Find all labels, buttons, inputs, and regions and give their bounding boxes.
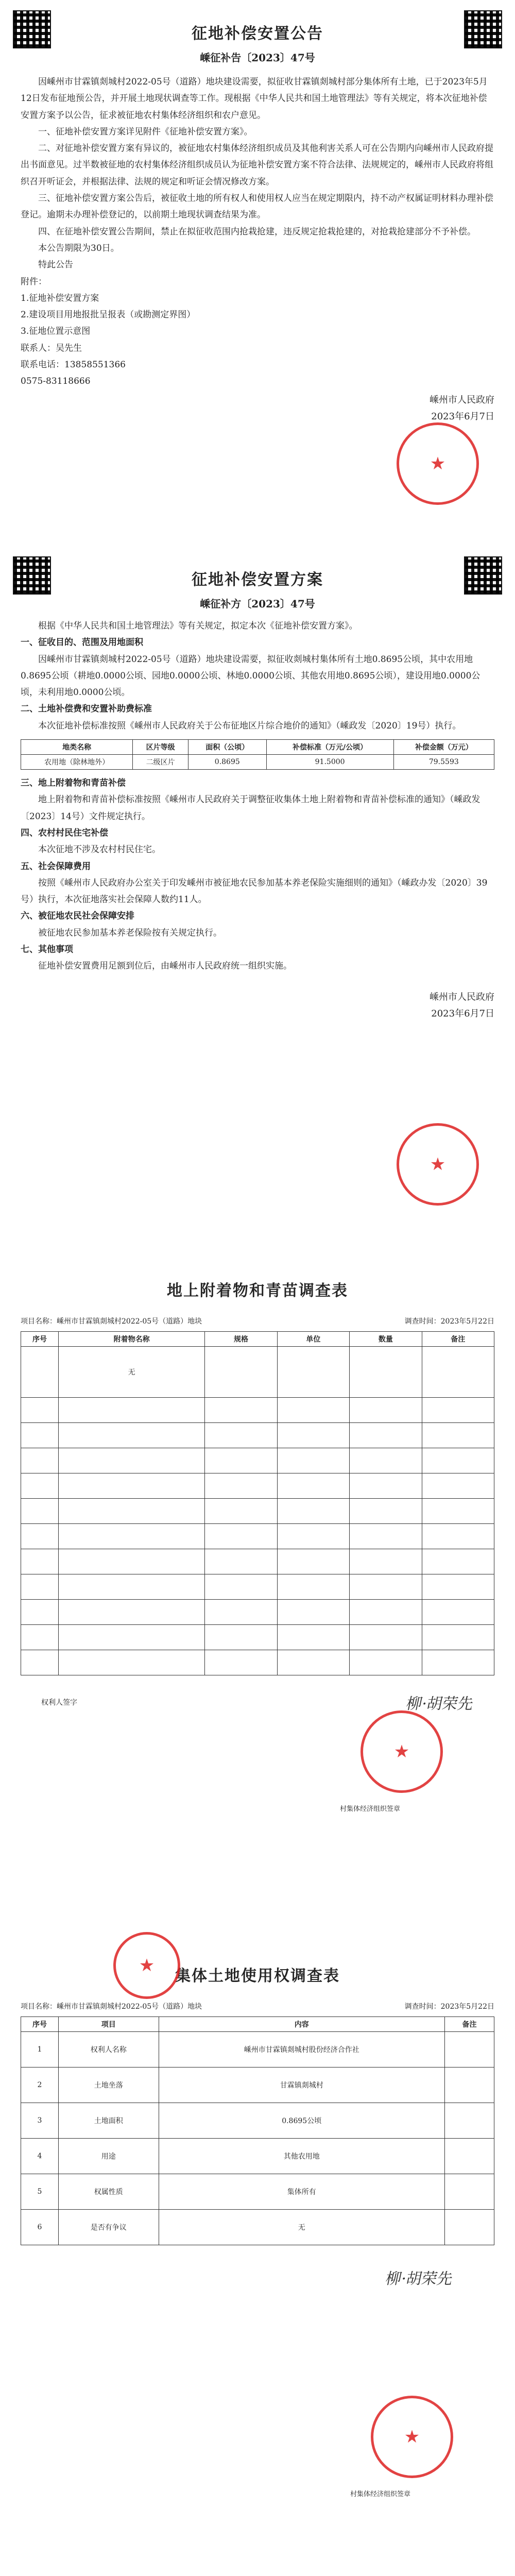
table-cell: [444, 2067, 494, 2103]
table-header: 备注: [422, 1332, 494, 1347]
table-cell: 二级区片: [133, 755, 188, 770]
table-header: 备注: [444, 2017, 494, 2032]
table-header: 序号: [21, 1332, 59, 1347]
table-cell: [444, 2032, 494, 2067]
table-row: [21, 2139, 494, 2174]
para-1: 因嵊州市甘霖镇剡城村2022-05号（道路）地块建设需要，拟征收甘霖镇剡城村部分集体所有土地，已于2023年5月12日发布征地预公告，并开展土地现状调查等工作。现根据《中华人民共和国土地管理法》等有关规定，将本次征地补偿安置方案予以公告，征求被征地农村集体经济组织和农户意见。: [21, 77, 488, 121]
table-row: [21, 1524, 494, 1549]
section-heading: 三、地上附着物和青苗补偿: [21, 778, 126, 789]
section-heading: 六、被征地农民社会保障安排: [21, 911, 134, 922]
table-row: [21, 2103, 494, 2139]
doc-number: 嵊征补方〔2023〕47号: [200, 598, 315, 610]
attachment-item: 1.征地补偿安置方案: [21, 293, 99, 303]
rep-label: 村集体经济组织签章: [350, 2490, 411, 2498]
para-2: 一、征地补偿安置方案详见附件《征地补偿安置方案》。: [38, 126, 253, 137]
page-title: 集体土地使用权调查表: [175, 1967, 340, 1985]
table-row: [21, 1398, 494, 1423]
table-header: 序号: [21, 2017, 59, 2032]
official-seal: [397, 1123, 479, 1206]
table-cell: 无: [59, 1347, 205, 1398]
contact-person: 联系人：吴先生: [21, 343, 82, 353]
section-text: 本次征地补偿标准按照《嵊州市人民政府关于公布征地区片综合地价的通知》（嵊政发〔2020〕19号）执行。: [38, 720, 461, 731]
table-cell: 甘霖镇剡城村: [159, 2067, 444, 2103]
intro: 根据《中华人民共和国土地管理法》等有关规定，拟定本次《征地补偿安置方案》。: [38, 621, 358, 631]
attachment-item: 2.建设项目用地报批呈报表（或勘测定界图）: [21, 310, 196, 320]
attachment-item: 3.征地位置示意图: [21, 326, 91, 337]
table-row: [21, 2032, 494, 2067]
table-header: 面积（公顷）: [188, 740, 267, 755]
page-title: 地上附着物和青苗调查表: [167, 1282, 348, 1300]
table-row: [21, 1473, 494, 1499]
table-cell: 是否有争议: [59, 2210, 159, 2245]
table-cell: 农用地（除林地外）: [21, 755, 133, 770]
qr-code-left: [13, 556, 51, 595]
table-header: 补偿标准（万元/公顷）: [266, 740, 393, 755]
table-header: 规格: [205, 1332, 277, 1347]
table-row: [21, 1448, 494, 1473]
table-cell: 用途: [59, 2139, 159, 2174]
table-row: [21, 1499, 494, 1524]
doc-number: 嵊征补告〔2023〕47号: [200, 52, 315, 64]
table-cell: 79.5593: [393, 755, 494, 770]
table-row: [21, 2174, 494, 2210]
table-row: [21, 1600, 494, 1625]
table-cell: 0.8695公顷: [159, 2103, 444, 2139]
section-text: 地上附着物和青苗补偿标准按照《嵊州市人民政府关于调整征收集体土地上附着物和青苗补偿标准的通知》（嵊政发〔2023〕14号）文件规定执行。: [21, 794, 480, 822]
handwritten-signature: 柳·胡荣先: [404, 1695, 475, 1713]
table-row: [21, 1574, 494, 1600]
para-5: 四、在征地补偿安置公告期间，禁止在拟征收范围内抢栽抢建，违反规定抢栽抢建的，对抢栽抢建部分不予补偿。: [38, 226, 476, 237]
table-header: 数量: [350, 1332, 422, 1347]
issuer: 嵊州市人民政府: [430, 991, 494, 1003]
page-title: 征地补偿安置公告: [192, 25, 323, 43]
table-cell: 5: [21, 2174, 59, 2210]
table-cell: 6: [21, 2210, 59, 2245]
project-label: 项目名称：嵊州市甘霖镇剡城村2022-05号（道路）地块: [21, 1317, 202, 1326]
seal-top-left: [113, 1932, 180, 1999]
section-text: 按照《嵊州市人民政府办公室关于印发嵊州市被征地农民参加基本养老保险实施细则的通知》（嵊政办发〔2020〕39号）执行，本次征地落实社会保障人数约11人。: [21, 877, 488, 905]
announcement-page: [0, 0, 515, 526]
compensation-plan-page: [0, 551, 515, 1236]
section-heading: 五、社会保障费用: [21, 861, 91, 872]
section-heading: 四、农村村民住宅补偿: [21, 827, 108, 838]
section-text: 征地补偿安置费用足额到位后，由嵊州市人民政府统一组织实施。: [38, 961, 292, 972]
project-label: 项目名称：嵊州市甘霖镇剡城村2022-05号（道路）地块: [21, 2003, 202, 2011]
land-use-table: [21, 2016, 494, 2245]
table-row: [21, 1347, 494, 1398]
contact-phone-2: 0575-83118666: [21, 376, 91, 387]
table-cell: [444, 2139, 494, 2174]
village-seal: [371, 2396, 453, 2478]
para-3: 二、对征地补偿安置方案有异议的，被征地农村集体经济组织成员及其他利害关系人可在公告期内向嵊州市人民政府提出书面意见。过半数被征地的农村集体经济组织成员认为征地补偿安置方案不符合法律、法规规定的，嵊州市人民政府将组织召开听证会，并根据法律、法规的规定和听证会情况修改方案。: [21, 143, 493, 187]
section-heading: 一、征收目的、范围及用地面积: [21, 637, 143, 648]
village-seal: [360, 1710, 443, 1793]
table-header: 单位: [277, 1332, 349, 1347]
page-title: 征地补偿安置方案: [192, 571, 323, 589]
table-header: 附着物名称: [59, 1332, 205, 1347]
table-cell: [444, 2103, 494, 2139]
table-cell: 2: [21, 2067, 59, 2103]
handwritten-signature: 柳·胡荣先: [384, 2270, 455, 2288]
table-cell: 3: [21, 2103, 59, 2139]
section-text: 本次征地不涉及农村村民住宅。: [38, 844, 161, 855]
table-cell: 0.8695: [188, 755, 267, 770]
table-cell: 其他农用地: [159, 2139, 444, 2174]
owner-label: 权利人签字: [41, 1699, 77, 1707]
qr-code-right: [464, 556, 502, 595]
official-seal: [397, 422, 479, 505]
table-cell: [444, 2210, 494, 2245]
table-header: 地类名称: [21, 740, 133, 755]
qr-code-right: [464, 10, 502, 48]
table-cell: 集体所有: [159, 2174, 444, 2210]
table-cell: 土地面积: [59, 2103, 159, 2139]
survey-date: 调查时间：2023年5月22日: [404, 1317, 494, 1326]
table-header: 内容: [159, 2017, 444, 2032]
contact-phone: 联系电话：13858551366: [21, 360, 126, 370]
qr-code-left: [13, 10, 51, 48]
table-row: [21, 2067, 494, 2103]
table-row: [21, 1423, 494, 1448]
section-heading: 二、土地补偿费和安置补助费标准: [21, 704, 152, 715]
table-row: [21, 2210, 494, 2245]
table-cell: [444, 2174, 494, 2210]
issue-date: 2023年6月7日: [431, 411, 494, 422]
table-cell: 1: [21, 2032, 59, 2067]
para-4: 三、征地补偿安置方案公告后，被征收土地的所有权人和使用权人应当在规定期限内，持不动产权属证明材料办理补偿登记。逾期未办理补偿登记的，以前期土地现状调查结果为准。: [21, 193, 493, 221]
section-heading: 七、其他事项: [21, 944, 73, 955]
table-header: 区片等级: [133, 740, 188, 755]
table-header: 补偿金额（万元）: [393, 740, 494, 755]
table-cell: 4: [21, 2139, 59, 2174]
table-cell: 土地坐落: [59, 2067, 159, 2103]
issue-date: 2023年6月7日: [431, 1008, 494, 1020]
table-header: 项目: [59, 2017, 159, 2032]
table-row: [21, 1625, 494, 1650]
para-6: 本公告期限为30日。: [38, 243, 119, 253]
table-cell: 无: [159, 2210, 444, 2245]
attachments-label: 附件：: [21, 276, 47, 287]
section-text: 因嵊州市甘霖镇剡城村2022-05号（道路）地块建设需要，拟征收剡城村集体所有土地0.8695公顷，其中农用地0.8695公顷（耕地0.0000公顷、园地0.0000公顷、林地0.0000公顷、其他农用地0.8695公顷），建设用地0.0000公顷，未利用地0.0000公顷。: [21, 654, 480, 698]
table-cell: 权利人名称: [59, 2032, 159, 2067]
table-cell: 91.5000: [266, 755, 393, 770]
issuer: 嵊州市人民政府: [430, 394, 494, 405]
land-use-survey-page: [0, 1942, 515, 2576]
survey-date: 调查时间：2023年5月22日: [404, 2003, 494, 2011]
table-row: [21, 1650, 494, 1675]
attachment-survey-page: [0, 1257, 515, 1927]
section-text: 被征地农民参加基本养老保险按有关规定执行。: [38, 927, 222, 938]
rep-label: 村集体经济组织签章: [340, 1805, 401, 1813]
table-row: [21, 755, 494, 770]
closing: 特此公告: [38, 260, 73, 270]
compensation-table: [21, 739, 494, 770]
table-cell: 嵊州市甘霖镇剡城村股份经济合作社: [159, 2032, 444, 2067]
table-cell: 权属性质: [59, 2174, 159, 2210]
table-row: [21, 1549, 494, 1574]
attachment-table: [21, 1331, 494, 1675]
